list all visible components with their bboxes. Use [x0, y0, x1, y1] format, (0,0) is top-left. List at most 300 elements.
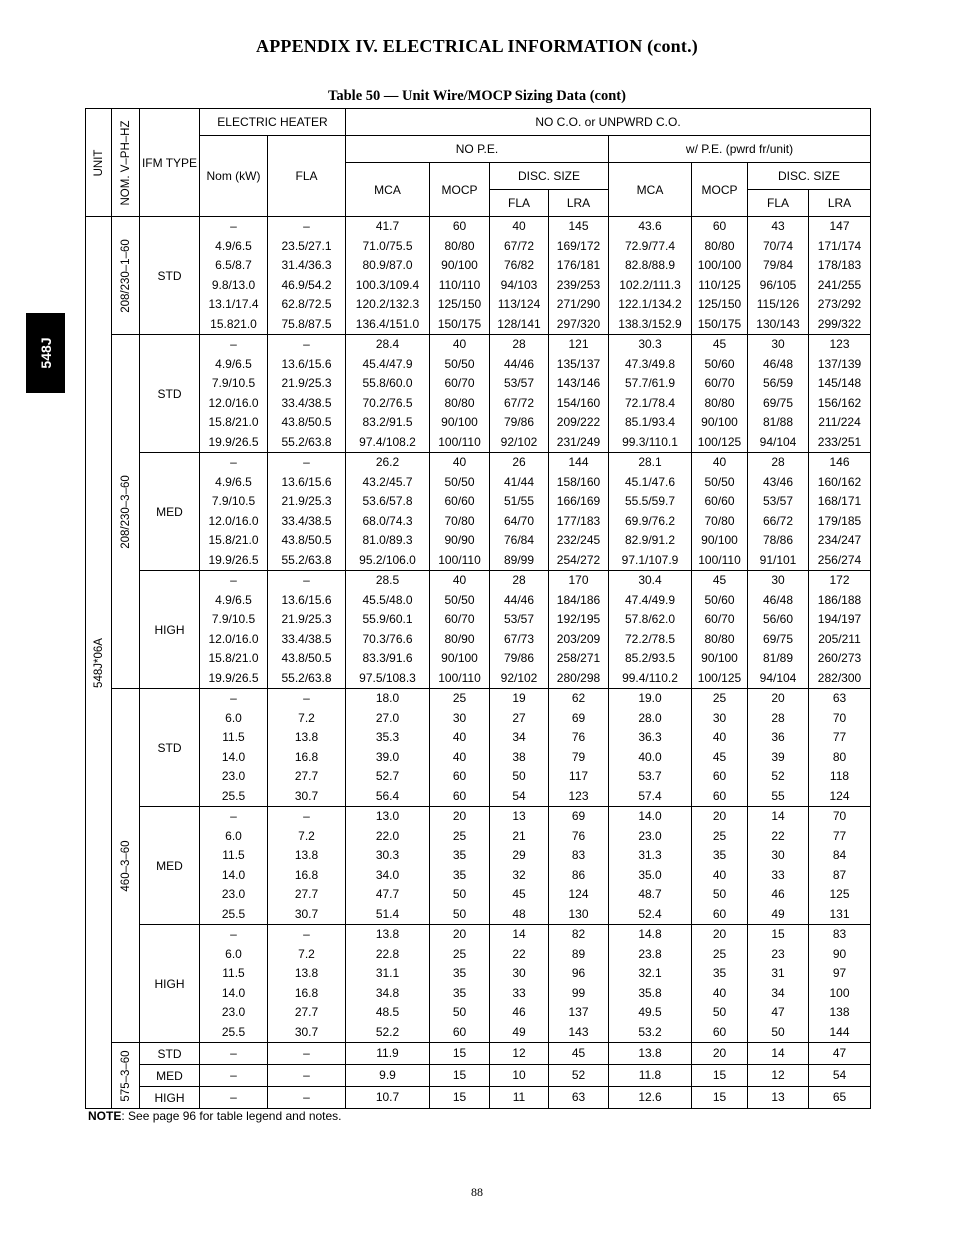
cell-value: 12.0/16.0 — [208, 395, 259, 410]
cell-value: 14 — [512, 927, 526, 941]
cell-value: 100/110 — [438, 434, 481, 449]
data-cell — [809, 807, 871, 925]
cell-value: 28.1 — [638, 455, 662, 469]
cell-value: 97.1/107.9 — [621, 552, 679, 567]
cell-value: 110/125 — [698, 277, 741, 292]
data-cell — [609, 925, 692, 1043]
header-disc-lra: LRA — [809, 190, 871, 217]
cell-value: 47.7 — [375, 887, 400, 901]
cell-value: 43.2/45.7 — [362, 474, 413, 489]
data-cell — [490, 217, 549, 335]
cell-value: 85.2/93.5 — [624, 651, 676, 665]
data-cell — [346, 335, 430, 453]
data-cell — [268, 453, 346, 571]
cell-value: 70 — [832, 809, 847, 823]
cell-value: 25 — [712, 946, 727, 961]
cell-value: 20 — [712, 1046, 727, 1060]
cell-value: 46/48 — [762, 356, 794, 371]
wire-sizing-table — [85, 108, 871, 1109]
cell-value: 60/60 — [444, 494, 475, 508]
cell-value: 43.8/50.5 — [281, 533, 332, 547]
header-ifm-type: IFM TYPE — [140, 109, 200, 217]
data-cell — [268, 1043, 346, 1065]
table-row — [86, 1087, 871, 1109]
cell-value: 232/245 — [556, 533, 601, 547]
cell-value: 62.8/72.5 — [281, 297, 332, 311]
data-cell — [430, 1087, 490, 1109]
data-cell — [609, 1087, 692, 1109]
cell-value: 27.7 — [294, 887, 319, 901]
header-disc-lra: LRA — [549, 190, 609, 217]
page-number: 88 — [471, 1185, 483, 1199]
cell-value: 48 — [512, 906, 526, 921]
cell-value: 76/82 — [503, 258, 535, 272]
data-cell — [809, 1065, 871, 1087]
cell-value: 53/57 — [503, 612, 535, 626]
cell-value: 27 — [512, 710, 526, 725]
cell-value: 138.3/152.9 — [618, 316, 682, 331]
data-cell — [200, 1043, 268, 1065]
cell-value: – — [303, 219, 310, 233]
cell-value: – — [303, 455, 310, 469]
cell-value: 25 — [452, 946, 467, 961]
cell-value: 123 — [568, 788, 589, 803]
cell-value: 25.5 — [221, 906, 246, 921]
cell-value: 125 — [829, 887, 850, 901]
table-row — [86, 807, 871, 925]
cell-value: 100/110 — [698, 552, 741, 567]
cell-value: 60 — [712, 788, 727, 803]
cell-value: 48.5 — [375, 1005, 400, 1019]
ifm-type-cell: STD — [140, 217, 200, 335]
cell-value: 192/195 — [556, 612, 601, 626]
data-cell — [268, 217, 346, 335]
data-cell — [748, 689, 809, 807]
cell-value: 90/100 — [701, 415, 738, 429]
cell-value: 83.3/91.6 — [362, 651, 413, 665]
cell-value: 50 — [771, 1024, 785, 1039]
cell-value: 31 — [771, 966, 785, 980]
data-cell — [692, 1043, 748, 1065]
cell-value: 30 — [771, 573, 785, 587]
cell-value: 34 — [771, 985, 785, 1000]
cell-value: 118 — [829, 769, 850, 783]
cell-value: 13.1/17.4 — [208, 297, 259, 311]
cell-value: 69/75 — [762, 631, 794, 646]
cell-value: 52 — [571, 1068, 586, 1082]
cell-value: 203/209 — [556, 631, 601, 646]
cell-value: 40 — [452, 573, 467, 587]
cell-value: 99 — [571, 985, 586, 1000]
cell-value: 36.3 — [638, 730, 662, 744]
data-cell — [200, 1065, 268, 1087]
cell-value: 19.9/26.5 — [208, 670, 259, 685]
cell-value: 40 — [452, 749, 467, 764]
cell-value: – — [230, 1068, 237, 1082]
cell-value: 52 — [771, 769, 785, 783]
cell-value: 50 — [512, 769, 526, 783]
cell-value: 40 — [712, 985, 727, 1000]
cell-value: 13.8 — [294, 966, 319, 980]
data-cell — [549, 925, 609, 1043]
cell-value: – — [230, 1046, 237, 1060]
cell-value: 137/139 — [817, 356, 862, 371]
data-cell — [809, 217, 871, 335]
cell-value: 69/75 — [762, 395, 794, 410]
header-unit: UNIT — [86, 109, 112, 217]
table-caption: Table 50 — Unit Wire/MOCP Sizing Data (cont) — [328, 88, 626, 104]
cell-value: 51.4 — [375, 906, 400, 921]
header-disc-size: DISC. SIZE — [490, 163, 609, 190]
cell-value: 43.8/50.5 — [281, 651, 332, 665]
cell-value: 40 — [452, 730, 467, 744]
header-mocp: MOCP — [430, 163, 490, 217]
cell-value: 125/150 — [437, 297, 482, 311]
cell-value: 81/88 — [762, 415, 794, 429]
cell-value: 15 — [712, 1068, 727, 1082]
cell-value: 10.7 — [375, 1090, 400, 1104]
cell-value: 260/273 — [817, 651, 862, 665]
cell-value: – — [303, 337, 310, 351]
cell-value: 53/57 — [762, 494, 794, 508]
cell-value: 57.8/62.0 — [624, 612, 676, 626]
cell-value: 90/100 — [441, 258, 478, 272]
cell-value: 100/125 — [697, 670, 742, 685]
cell-value: 63 — [832, 691, 847, 705]
data-cell — [200, 217, 268, 335]
data-cell — [430, 1043, 490, 1065]
table-row — [86, 335, 871, 453]
cell-value: 50/60 — [704, 356, 735, 371]
cell-value: 45 — [712, 573, 727, 587]
cell-value: 28 — [771, 455, 785, 469]
side-tab — [26, 313, 65, 393]
cell-value: 94/104 — [759, 434, 797, 449]
cell-value: 143 — [568, 1024, 589, 1039]
cell-value: 10 — [512, 1068, 526, 1082]
data-cell — [268, 571, 346, 689]
cell-value: 21.9/25.3 — [281, 494, 332, 508]
data-cell — [748, 1065, 809, 1087]
cell-value: 82 — [571, 927, 586, 941]
cell-value: 87 — [832, 867, 847, 882]
cell-value: 52.7 — [375, 769, 400, 783]
header-disc-size: DISC. SIZE — [748, 163, 871, 190]
cell-value: 92/102 — [500, 434, 538, 449]
data-cell — [748, 1087, 809, 1109]
data-cell — [809, 453, 871, 571]
ifm-type-cell: STD — [140, 1043, 200, 1065]
cell-value: 40 — [512, 219, 526, 233]
cell-value: 16.8 — [294, 749, 319, 764]
cell-value: 54 — [512, 788, 526, 803]
cell-value: 121 — [568, 337, 589, 351]
cell-value: 6.0 — [225, 828, 242, 843]
cell-value: 90/100 — [441, 415, 478, 429]
ifm-type-cell: HIGH — [140, 1087, 200, 1109]
data-cell — [692, 925, 748, 1043]
cell-value: 20 — [452, 809, 467, 823]
cell-value: 115/126 — [756, 297, 800, 311]
cell-value: 50 — [452, 887, 467, 901]
cell-value: 9.9 — [379, 1068, 396, 1082]
cell-value: 33 — [512, 985, 526, 1000]
cell-value: 6.0 — [225, 946, 242, 961]
cell-value: 44/46 — [503, 592, 535, 607]
cell-value: 125/150 — [697, 297, 742, 311]
cell-value: – — [230, 455, 237, 469]
data-cell — [549, 689, 609, 807]
cell-value: 122.1/134.2 — [618, 297, 682, 311]
cell-value: 79/86 — [503, 651, 535, 665]
cell-value: 27.7 — [294, 769, 319, 783]
data-cell — [430, 453, 490, 571]
cell-value: 14.0 — [221, 749, 246, 764]
cell-value: 45 — [712, 749, 727, 764]
data-cell — [692, 689, 748, 807]
cell-value: 100.3/109.4 — [355, 277, 420, 292]
cell-value: 19 — [512, 691, 526, 705]
cell-value: 186/188 — [817, 592, 862, 607]
cell-value: 62 — [571, 691, 586, 705]
cell-value: 46 — [771, 887, 785, 901]
data-cell — [692, 807, 748, 925]
cell-value: 45 — [571, 1046, 586, 1060]
cell-value: 26.2 — [375, 455, 400, 469]
cell-value: 35 — [712, 966, 727, 980]
header-w-pe: w/ P.E. (pwrd fr/unit) — [609, 136, 871, 163]
cell-value: 51/55 — [503, 494, 535, 508]
data-cell — [200, 571, 268, 689]
cell-value: 71.0/75.5 — [362, 238, 413, 253]
data-cell — [748, 453, 809, 571]
cell-value: 178/183 — [817, 258, 862, 272]
cell-value: 43 — [771, 219, 785, 233]
cell-value: 179/185 — [817, 513, 862, 528]
cell-value: 124 — [829, 788, 850, 803]
cell-value: 45.5/48.0 — [362, 592, 413, 607]
data-cell — [346, 453, 430, 571]
data-cell — [430, 689, 490, 807]
cell-value: 69 — [571, 710, 586, 725]
data-cell — [692, 335, 748, 453]
table-row — [86, 925, 871, 1043]
cell-value: – — [303, 1068, 310, 1082]
data-cell — [692, 1087, 748, 1109]
data-cell — [748, 335, 809, 453]
data-cell — [609, 335, 692, 453]
cell-value: 28.0 — [638, 710, 662, 725]
cell-value: 25.5 — [221, 1024, 246, 1039]
cell-value: 82.9/91.2 — [624, 533, 676, 547]
cell-value: 15.8/21.0 — [208, 651, 259, 665]
cell-value: 60 — [452, 1024, 467, 1039]
cell-value: 83 — [571, 848, 586, 862]
cell-value: 156/162 — [817, 395, 862, 410]
cell-value: 45 — [712, 337, 727, 351]
cell-value: 46.9/54.2 — [281, 277, 332, 292]
data-cell — [748, 217, 809, 335]
header-disc-fla: FLA — [490, 190, 549, 217]
cell-value: 50 — [452, 906, 467, 921]
cell-value: 30 — [771, 337, 785, 351]
cell-value: 86 — [571, 867, 586, 882]
cell-value: 50/60 — [704, 592, 735, 607]
cell-value: 70.3/76.6 — [362, 631, 413, 646]
cell-value: 11.5 — [222, 966, 245, 980]
cell-value: 30.4 — [638, 573, 662, 587]
cell-value: 7.9/10.5 — [211, 376, 256, 390]
cell-value: – — [230, 573, 237, 587]
cell-value: 13.6/15.6 — [281, 592, 332, 607]
cell-value: 96 — [571, 966, 586, 980]
data-cell — [748, 571, 809, 689]
cell-value: 22 — [512, 946, 526, 961]
cell-value: 32 — [512, 867, 526, 882]
cell-value: 84 — [832, 848, 847, 862]
cell-value: 12 — [771, 1068, 785, 1082]
cell-value: 35 — [452, 985, 467, 1000]
cell-value: 15 — [771, 927, 785, 941]
cell-value: – — [303, 1090, 310, 1104]
cell-value: 50/50 — [704, 474, 735, 489]
data-cell — [609, 217, 692, 335]
data-cell — [346, 807, 430, 925]
cell-value: 27.7 — [294, 1005, 319, 1019]
data-cell — [268, 925, 346, 1043]
cell-value: 60 — [452, 769, 467, 783]
cell-value: 13 — [512, 809, 526, 823]
data-cell — [692, 217, 748, 335]
cell-value: 7.2 — [298, 946, 315, 961]
cell-value: 12 — [512, 1046, 526, 1060]
cell-value: 100/100 — [697, 258, 742, 272]
cell-value: 110/110 — [438, 277, 481, 292]
cell-value: 34.8 — [375, 985, 400, 1000]
table-body — [86, 217, 871, 1109]
header-mca: MCA — [346, 163, 430, 217]
cell-value: 53.6/57.8 — [362, 494, 413, 508]
cell-value: 82.8/88.9 — [624, 258, 676, 272]
cell-value: 56.4 — [375, 788, 400, 803]
cell-value: 23.8 — [638, 946, 662, 961]
cell-value: 7.2 — [298, 710, 315, 725]
cell-value: 271/290 — [556, 297, 601, 311]
cell-value: 99.4/110.2 — [622, 670, 678, 685]
cell-value: 28.4 — [375, 337, 400, 351]
cell-value: 25 — [452, 691, 467, 705]
cell-value: 256/274 — [817, 552, 862, 567]
cell-value: 146 — [829, 455, 850, 469]
data-cell — [549, 453, 609, 571]
cell-value: 12.6 — [638, 1090, 662, 1104]
cell-value: 53.2 — [638, 1024, 662, 1039]
cell-value: 144 — [829, 1024, 850, 1039]
data-cell — [692, 453, 748, 571]
cell-value: 145/148 — [817, 376, 862, 390]
cell-value: 35 — [712, 848, 727, 862]
cell-value: 205/211 — [818, 631, 861, 646]
cell-value: 60/60 — [704, 494, 735, 508]
data-cell — [490, 1087, 549, 1109]
cell-value: 90/100 — [441, 651, 478, 665]
cell-value: 34 — [512, 730, 526, 744]
cell-value: 55.2/63.8 — [281, 670, 332, 685]
data-cell — [490, 1065, 549, 1087]
header-electric-heater: ELECTRIC HEATER — [200, 109, 346, 136]
cell-value: 70/80 — [444, 513, 475, 528]
voltage-cell: 575–3–60 — [112, 1043, 140, 1109]
cell-value: 79/86 — [503, 415, 535, 429]
cell-value: 60/70 — [444, 612, 475, 626]
cell-value: 60 — [712, 906, 727, 921]
data-cell — [430, 807, 490, 925]
cell-value: 89/99 — [503, 552, 535, 567]
cell-value: – — [303, 927, 310, 941]
cell-value: 30 — [712, 710, 727, 725]
data-cell — [609, 689, 692, 807]
header-no-co: NO C.O. or UNPWRD C.O. — [346, 109, 871, 136]
cell-value: 13.6/15.6 — [281, 474, 332, 489]
cell-value: 4.9/6.5 — [215, 238, 252, 253]
cell-value: 166/169 — [556, 494, 601, 508]
cell-value: – — [230, 927, 237, 941]
cell-value: 14.8 — [638, 927, 662, 941]
cell-value: 13.8 — [294, 848, 319, 862]
cell-value: 4.9/6.5 — [215, 474, 252, 489]
data-cell — [490, 1043, 549, 1065]
cell-value: 123 — [829, 337, 850, 351]
cell-value: 56/60 — [762, 612, 794, 626]
cell-value: 25.5 — [221, 788, 246, 803]
cell-value: 48.7 — [638, 887, 662, 901]
cell-value: 90 — [832, 946, 847, 961]
cell-value: 14.0 — [221, 985, 246, 1000]
cell-value: 76 — [571, 730, 586, 744]
cell-value: 19.9/26.5 — [208, 552, 259, 567]
data-cell — [346, 1065, 430, 1087]
cell-value: 14 — [771, 1046, 785, 1060]
cell-value: 90/90 — [444, 533, 475, 547]
cell-value: 29 — [512, 848, 526, 862]
cell-value: 154/160 — [556, 395, 601, 410]
table-note: NOTE: See page 96 for table legend and notes. — [88, 1109, 342, 1123]
cell-value: 14 — [771, 809, 785, 823]
cell-value: 76 — [571, 828, 586, 843]
cell-value: 23.0 — [221, 887, 246, 901]
cell-value: 9.8/13.0 — [211, 277, 256, 292]
cell-value: 77 — [832, 828, 847, 843]
cell-value: 75.8/87.5 — [281, 316, 332, 331]
cell-value: 67/72 — [503, 238, 535, 253]
cell-value: 23.0 — [638, 828, 662, 843]
cell-value: 57.7/61.9 — [624, 376, 676, 390]
cell-value: 21 — [512, 828, 526, 843]
cell-value: 56/59 — [762, 376, 794, 390]
cell-value: 30 — [512, 966, 526, 980]
cell-value: 60 — [712, 769, 727, 783]
cell-value: 18.0 — [375, 691, 400, 705]
cell-value: 89 — [571, 946, 586, 961]
cell-value: – — [230, 1090, 237, 1104]
cell-value: 254/272 — [556, 552, 601, 567]
cell-value: 50/50 — [444, 592, 475, 607]
cell-value: 30 — [452, 710, 467, 725]
cell-value: 241/255 — [817, 277, 862, 292]
cell-value: 40 — [452, 455, 467, 469]
cell-value: 160/162 — [817, 474, 862, 489]
cell-value: 36 — [771, 730, 785, 744]
